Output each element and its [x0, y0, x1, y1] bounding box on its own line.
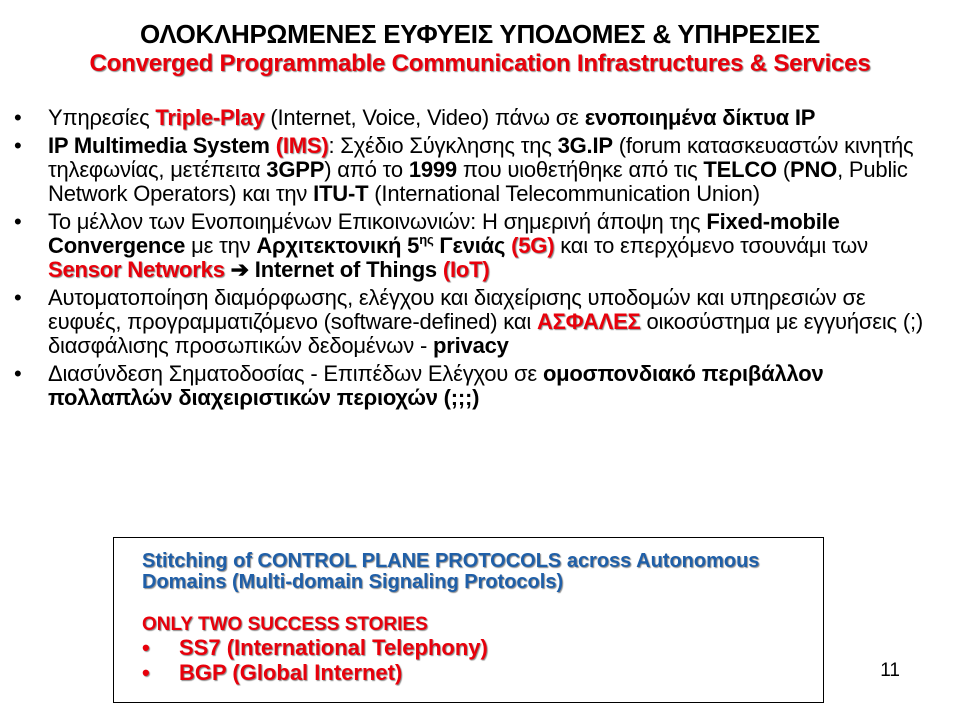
highlight-text: (IMS)	[275, 133, 329, 158]
title-english: Converged Programmable Communication Infrastructures & Services	[89, 50, 871, 77]
bullet-item	[14, 362, 934, 410]
bullet-text: (Internet, Voice, Video) πάνω σε	[264, 105, 585, 130]
title-greek: ΟΛΟΚΛΗΡΩΜΕΝΕΣ ΕΥΦΥΕΙΣ ΥΠΟΔΟΜΕΣ & ΥΠΗΡΕΣΙΕΣ	[140, 19, 820, 49]
highlight-text: Sensor Networks	[48, 257, 225, 282]
bold-text: ομοσπονδιακό περιβάλλον πολλαπλών διαχειριστικών περιοχών (;;;)	[48, 361, 824, 410]
bullet-text: ) από το	[324, 157, 409, 182]
bold-text: Fixed-mobile Convergence	[48, 209, 840, 258]
slide-title	[0, 18, 960, 78]
highlight-text: ΑΣΦΑΛΕΣ	[536, 309, 641, 334]
success-stories-box	[113, 537, 824, 703]
bold-text: PNO	[790, 157, 838, 182]
bullet-text: με την	[185, 233, 257, 258]
highlight-text: Triple-Play	[155, 105, 265, 130]
bullet-dot: •	[142, 660, 150, 685]
bullet-dot: •	[14, 285, 22, 310]
bold-text: 1999	[408, 157, 457, 182]
bold-text: IP Multimedia System	[48, 133, 276, 158]
bold-text: TELCO	[703, 157, 777, 182]
bullet-list	[14, 106, 934, 414]
list-item	[142, 660, 812, 685]
list-item	[142, 635, 812, 660]
superscript: ης	[419, 232, 434, 247]
bullet-item	[14, 210, 934, 282]
bullet-text: Το μέλλον των Ενοποιημένων Επικοινωνιών: Η σημερινή άποψη της	[48, 209, 707, 234]
bold-text: 3GPP	[266, 157, 325, 182]
page-number: 11	[880, 660, 900, 681]
bullet-item	[14, 106, 934, 130]
bullet-text: : Σχέδιο Σύγκλησης της	[328, 133, 558, 158]
bullet-dot: •	[14, 133, 22, 158]
bold-text: Αρχιτεκτονική 5	[256, 233, 420, 258]
list-item-text: SS7 (International Telephony)	[179, 635, 488, 660]
bullet-text: (forum κατασκευαστών κινητής τηλεφωνίας, μετέπειτα	[48, 133, 914, 182]
box-heading: Stitching of CONTROL PLANE PROTOCOLS across Autonomous Domains (Multi-domain Signaling Protocols)	[142, 550, 760, 593]
bold-text: ενοποιημένα δίκτυα IP	[584, 105, 816, 130]
bullet-text: που υιοθετήθηκε από τις	[456, 157, 704, 182]
bullet-text: Διασύνδεση Σηματοδοσίας - Επιπέδων Ελέγχου σε	[48, 361, 543, 386]
bullet-item	[14, 134, 934, 206]
highlight-text: (5G)	[511, 233, 555, 258]
bold-text: privacy	[433, 333, 509, 358]
bullet-text: και το επερχόμενο τσουνάμι των	[554, 233, 868, 258]
bold-text: Γενιάς	[433, 233, 512, 258]
bold-text: 3G.IP	[557, 133, 613, 158]
bullet-text: (International Telecommunication Union)	[368, 181, 760, 206]
box-subheading: ONLY TWO SUCCESS STORIES	[142, 614, 428, 635]
bullet-text: (	[776, 157, 790, 182]
bullet-dot: •	[14, 209, 22, 234]
arrow-icon: ➔	[230, 257, 249, 282]
bullet-text: οικοσύστημα με εγγυήσεις (;) διασφάλισης προσωπικών δεδομένων -	[48, 309, 924, 358]
bullet-dot: •	[142, 635, 150, 660]
highlight-text: (IoT)	[442, 257, 490, 282]
bullet-dot: •	[14, 105, 22, 130]
bold-text: Internet of Things	[248, 257, 443, 282]
bullet-dot: •	[14, 361, 22, 386]
bullet-item	[14, 286, 934, 358]
bullet-text: , Public Network Operators) και την	[48, 157, 908, 206]
list-item-text: BGP (Global Internet)	[179, 660, 403, 685]
bullet-text: Αυτοματοποίηση διαμόρφωσης, ελέγχου και διαχείρισης υποδομών και υπηρεσιών σε ευφυές, προγραμματιζόμενο (software-defined) και	[48, 285, 866, 334]
bullet-text: Υπηρεσίες	[48, 105, 156, 130]
bold-text: ITU-T	[313, 181, 369, 206]
success-list	[142, 635, 812, 685]
